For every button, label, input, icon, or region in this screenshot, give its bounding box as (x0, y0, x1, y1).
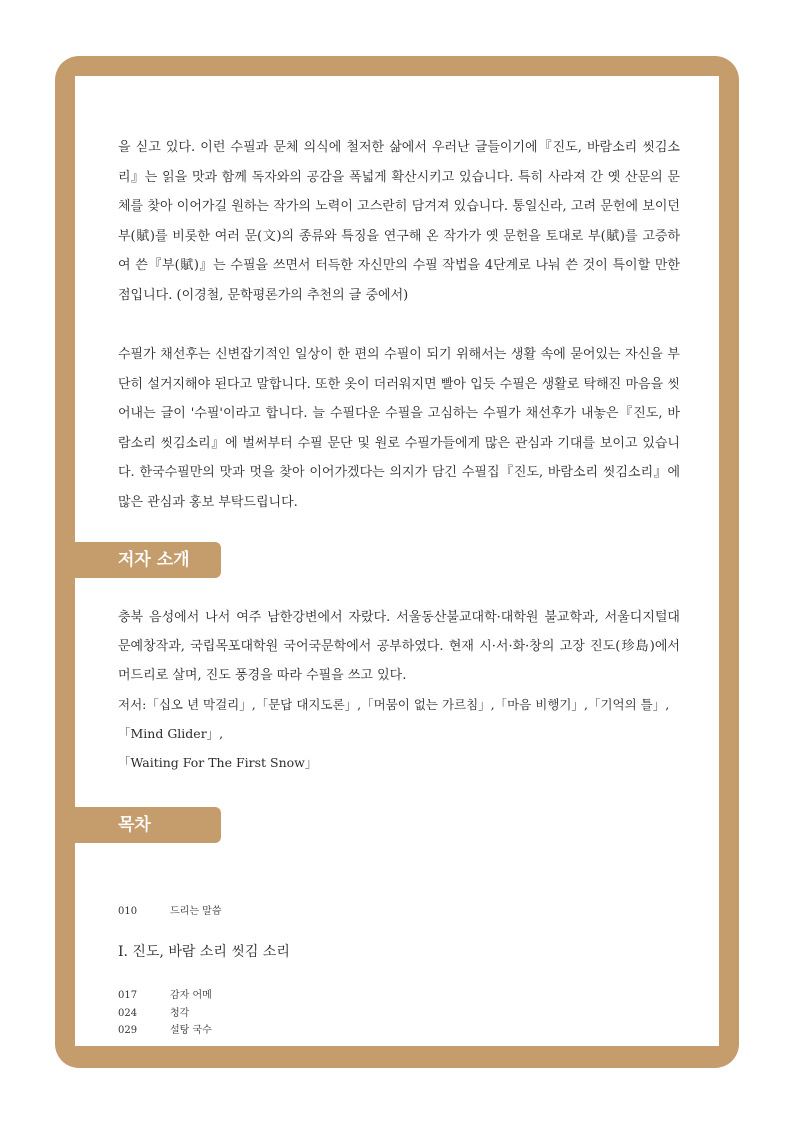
toc-item (118, 1004, 189, 1019)
author-works (118, 690, 680, 777)
author-section-heading: 저자 소개 (55, 542, 221, 578)
toc-page-number: 010 (118, 906, 138, 917)
toc-title: 설탕 국수 (170, 1025, 212, 1036)
toc-page-number: 024 (118, 1008, 138, 1019)
toc-chapter-title: Ⅰ. 진도, 바람 소리 씻김 소리 (118, 944, 290, 960)
toc-page-number: 017 (118, 990, 138, 1001)
toc-item (118, 1021, 212, 1036)
toc-prelude (118, 902, 221, 917)
toc-item (118, 986, 212, 1001)
toc-title: 청각 (170, 1008, 190, 1019)
works-line-1: 저서:「십오 년 막걸리」,「문답 대지도론」,「머뭄이 없는 가르침」,「마음 비행기」,「기억의 틀」,「Mind Glider」, (118, 697, 670, 741)
toc-title: 감자 어메 (170, 990, 212, 1001)
toc-page-number: 029 (118, 1025, 138, 1036)
works-line-2: 「Waiting For The First Snow」 (118, 755, 318, 770)
toc-title: 드리는 말씀 (170, 906, 222, 917)
author-bio: 충북 음성에서 나서 여주 남한강변에서 자랐다. 서울동산불교대학·대학원 불교학과, 서울디지털대 문예창작과, 국립목포대학원 국어국문학에서 공부하였다. 현재 시·서·화·창의 고장 진도(珍島)에서 머드리로 살며, 진도 풍경을 따라 수필을 쓰고 있다. (118, 610, 680, 683)
intro-paragraph-1: 을 싣고 있다. 이런 수필과 문체 의식에 철저한 삶에서 우러난 글들이기에『진도, 바람소리 씻김소리』는 읽을 맛과 함께 독자와의 공감을 폭넓게 확산시키고 있습니다. 특히 사라져 간 옛 산문의 문체를 찾아 이어가길 원하는 작가의 노력이 고스란히 담겨져 있습니다. 통일신라, 고려 문헌에 보이던 부(賦)를 비롯한 여러 문(文)의 종류와 특징을 연구해 온 작가가 옛 문헌을 토대로 부(賦)를 고증하여 쓴『부(賦)』는 수필을 쓰면서 터득한 자신만의 수필 작법을 4단계로 나눠 쓴 것이 특이할 만한 점입니다. (이경철, 문학평론가의 추천의 글 중에서) (118, 140, 680, 303)
toc-section-heading: 목차 (55, 807, 221, 843)
intro-paragraph-2: 수필가 채선후는 신변잡기적인 일상이 한 편의 수필이 되기 위해서는 생활 속에 묻어있는 자신을 부단히 설거지해야 된다고 말합니다. 또한 옷이 더러워지면 빨아 입듯 수필은 생활로 탁해진 마음을 씻어내는 글이 '수필'이라고 합니다. 늘 수필다운 수필을 고심하는 수필가 채선후가 내놓은『진도, 바람소리 씻김소리』에 벌써부터 수필 문단 및 원로 수필가들에게 많은 관심과 기대를 보이고 있습니다. 한국수필만의 맛과 멋을 찾아 이어가겠다는 의지가 담긴 수필집『진도, 바람소리 씻김소리』에 많은 관심과 홍보 부탁드립니다. (118, 347, 680, 510)
